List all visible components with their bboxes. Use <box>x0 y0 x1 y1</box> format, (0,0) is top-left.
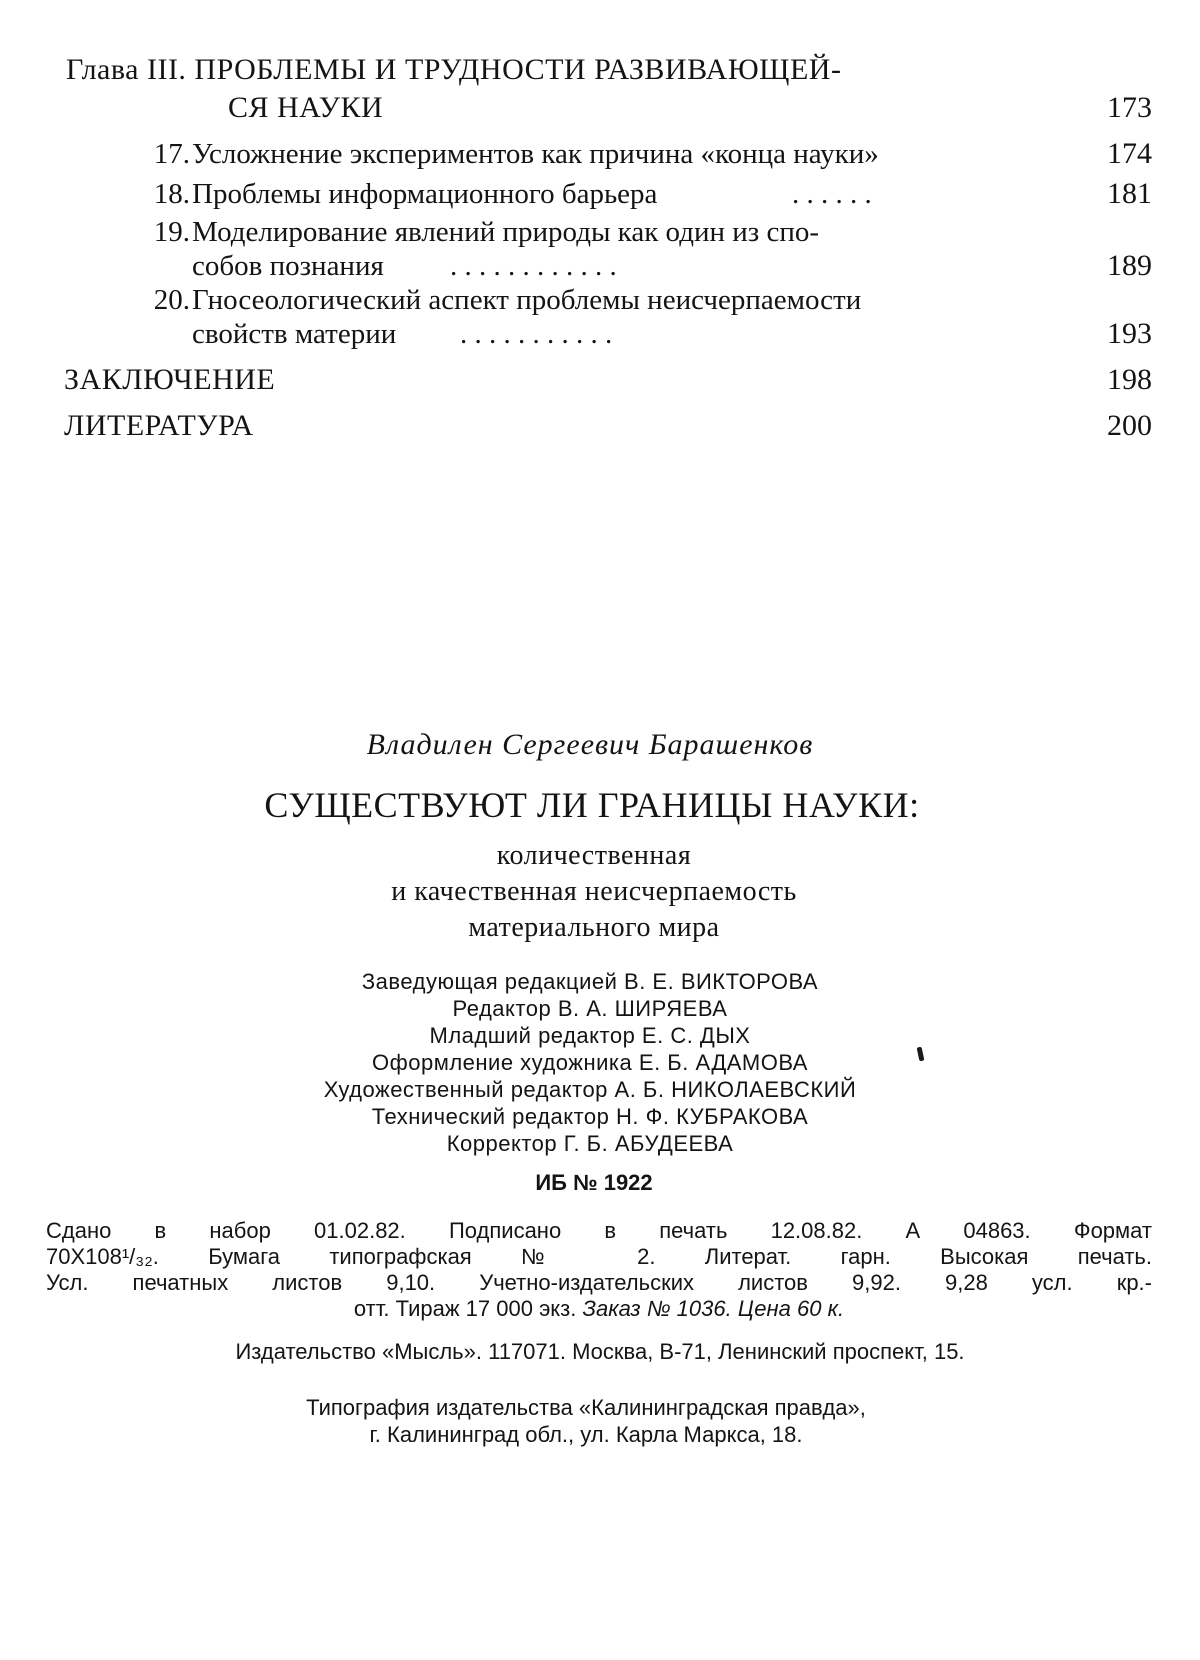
imprint-line: Сдано в набор 01.02.82. Подписано в печать 12.08.82. А 04863. Формат <box>46 1218 1152 1243</box>
credit-line: Технический редактор Н. Ф. КУБРАКОВА <box>371 1104 809 1129</box>
ib-number: ИБ № 1922 <box>535 1170 653 1195</box>
toc-item-number: 17. <box>153 138 190 170</box>
toc-item-title: Гносеологический аспект проблемы неисчерпаемости <box>192 284 862 316</box>
imprint-line <box>46 1296 1152 1322</box>
toc-item-title: Проблемы информационного барьера <box>192 178 658 210</box>
toc-item-17 <box>130 136 1050 172</box>
subtitle-line: и качественная неисчерпаемость <box>391 876 797 907</box>
credit-line: Редактор В. А. ШИРЯЕВА <box>452 996 728 1021</box>
toc-item-number: 20. <box>153 284 190 316</box>
toc-conclusion-page: 198 <box>1107 363 1152 396</box>
credit-line: Оформление художника Е. Б. АДАМОВА <box>372 1050 808 1075</box>
toc-item-leader-dots: . . . . . . . . . . . . <box>450 250 617 282</box>
toc-item-leader-dots: . . . . . . . . . . . <box>460 318 613 350</box>
credit-line: Художественный редактор А. Б. НИКОЛАЕВСКИЙ <box>323 1077 857 1102</box>
credit-line: Корректор Г. Б. АБУДЕЕВА <box>446 1131 734 1156</box>
toc-item-title: Усложнение экспериментов как причина «конца науки» <box>192 138 879 170</box>
printing-house-line: Типография издательства «Калининградская правда», <box>306 1395 866 1420</box>
printing-house-line: г. Калининград обл., ул. Карла Маркса, 18. <box>369 1422 803 1447</box>
toc-item-number: 19. <box>153 216 190 248</box>
toc-item-title-continued: собов познания <box>192 250 384 282</box>
toc-chapter-3-page: 173 <box>1107 91 1152 124</box>
toc-item-title: Моделирование явлений природы как один из спо- <box>192 216 820 248</box>
toc-item-title-continued: свойств материи <box>192 318 397 350</box>
publisher-address: Издательство «Мысль». 117071. Москва, В-71, Ленинский проспект, 15. <box>235 1339 965 1364</box>
toc-literature-page: 200 <box>1107 409 1152 442</box>
toc-item-19-page: 189 <box>1107 249 1152 282</box>
imprint-block <box>46 1218 1152 1322</box>
toc-item-19 <box>130 214 1050 286</box>
toc-item-18-page: 181 <box>1107 177 1152 210</box>
printing-house <box>0 1394 1186 1448</box>
book-title: СУЩЕСТВУЮТ ЛИ ГРАНИЦЫ НАУКИ: <box>264 785 920 825</box>
credit-line: Младший редактор Е. С. ДЫХ <box>429 1023 751 1048</box>
toc-chapter-3-line2: СЯ НАУКИ <box>228 91 384 124</box>
toc-item-20 <box>130 282 1050 354</box>
subtitle-line: количественная <box>496 840 692 871</box>
toc-conclusion: ЗАКЛЮЧЕНИЕ <box>64 363 276 396</box>
imprint-line: Усл. печатных листов 9,10. Учетно-издательских листов 9,92. 9,28 усл. кр.- <box>46 1270 1152 1295</box>
imprint-line: 70X108¹/₃₂. Бумага типографская № 2. Литерат. гарн. Высокая печать. <box>46 1244 1152 1269</box>
toc-item-20-page: 193 <box>1107 317 1152 350</box>
toc-item-number: 18. <box>153 178 190 210</box>
credit-line: Заведующая редакцией В. Е. ВИКТОРОВА <box>361 969 819 994</box>
imprint-order-price: Заказ № 1036. Цена 60 к. <box>582 1296 845 1321</box>
book-subtitle <box>0 838 1194 946</box>
toc-item-leader-dots: . . . . . . <box>792 178 872 210</box>
toc-item-17-page: 174 <box>1107 137 1152 170</box>
author-name: Владилен Сергеевич Барашенков <box>366 728 814 761</box>
imprint-circulation: отт. Тираж 17 000 экз. <box>353 1296 577 1321</box>
toc-chapter-3-line1: Глава III. ПРОБЛЕМЫ И ТРУДНОСТИ РАЗВИВАЮЩЕЙ- <box>66 53 842 86</box>
editorial-credits <box>0 968 1190 1157</box>
subtitle-line: материального мира <box>468 912 720 943</box>
toc-item-18 <box>130 176 1050 212</box>
toc-literature: ЛИТЕРАТУРА <box>64 409 254 442</box>
